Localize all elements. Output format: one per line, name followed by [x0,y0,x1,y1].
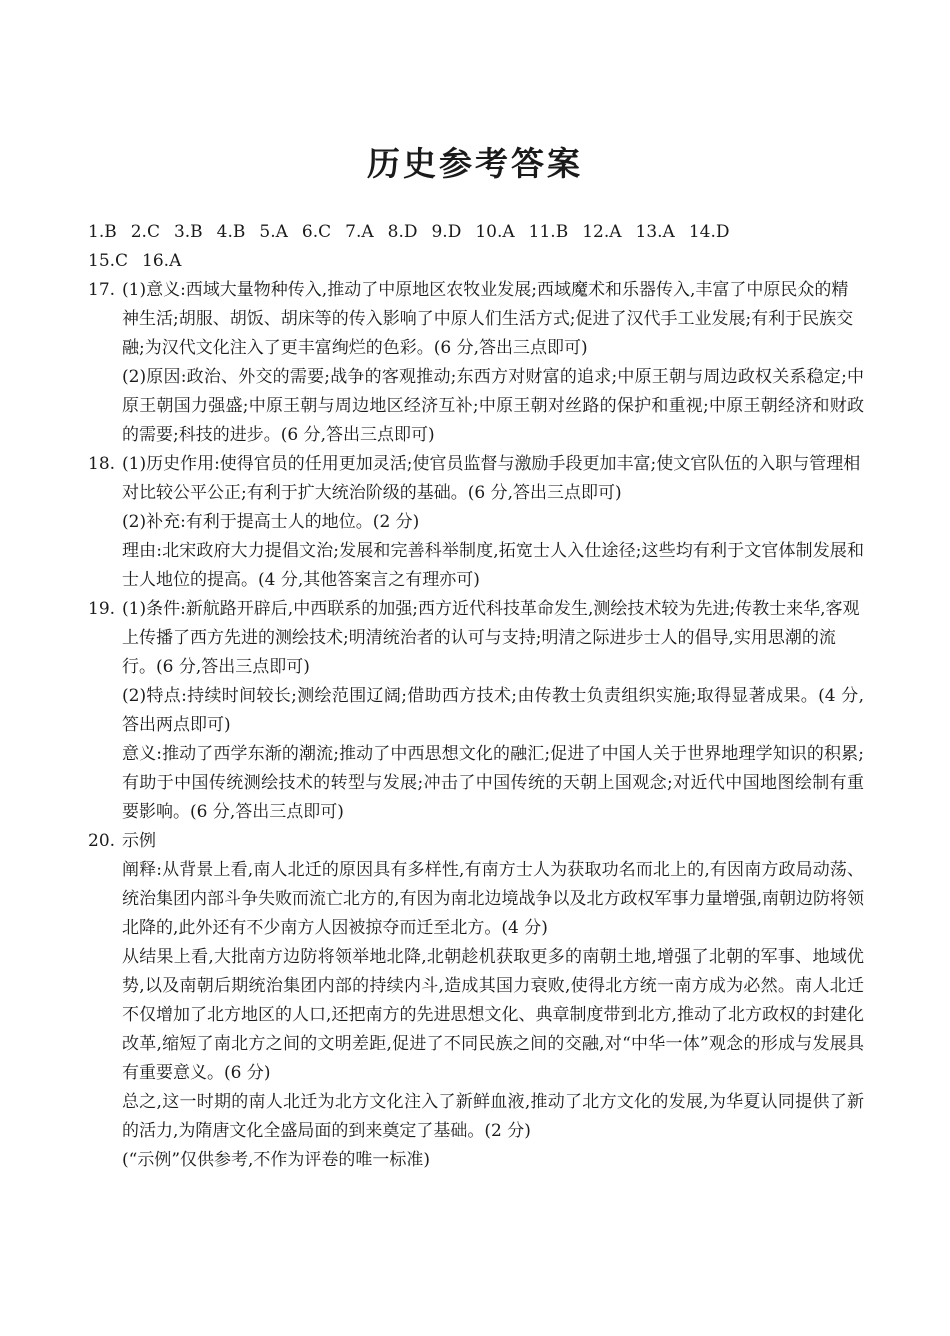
answer-text: (1)历史作用:使得官员的任用更加灵活;使官员监督与激励手段更加丰富;使文官队伍的入职与管理相对比较公平公正;有利于扩大统治阶级的基础。(6 分,答出三点即可) [122,454,861,503]
question-number: 17. [88,280,116,300]
question-20-result: 从结果上看,大批南方边防将领举地北降,北朝趁机获取更多的南朝土地,增强了北朝的军事、地域优势,以及南朝后期统治集团内部的持续内斗,造成其国力衰败,使得北方统一南方成为必然。南人北迁不仅增加了北方地区的人口,还把南方的先进思想文化、典章制度带到北方,推动了北方政权的封建化改革,缩短了南北方之间的文明差距,促进了不同民族之间的交融,对“中华一体”观念的形成与发展具有重要意义。(6 分) [122,947,864,1083]
question-20 [88,827,864,1175]
question-18-part-1 [88,450,864,508]
question-19-part-2: (2)特点:持续时间较长;测绘范围辽阔;借助西方技术;由传教士负责组织实施;取得显著成果。(4 分,答出两点即可) [122,686,864,735]
question-18-part-2: (2)补充:有利于提高士人的地位。(2 分) [122,512,420,532]
question-19-part-1 [88,595,864,682]
mc-answer: 15.C [88,251,129,271]
question-18-reason: 理由:北宋政府大力提倡文治;发展和完善科举制度,拓宽士人入仕途径;这些均有利于文官体制发展和士人地位的提高。(4 分,其他答案言之有理亦可) [122,541,864,590]
mc-answer: 14.D [688,222,730,242]
mc-answers-line-2 [88,247,864,276]
mc-answer: 13.A [635,222,675,242]
mc-answer: 6.C [301,222,332,242]
question-17-part-1 [88,276,864,363]
mc-answer: 5.A [259,222,288,242]
mc-answer: 1.B [88,222,117,242]
question-20-note: (“示例”仅供参考,不作为评卷的唯一标准) [122,1150,431,1170]
question-20-summary: 总之,这一时期的南人北迁为北方文化注入了新鲜血液,推动了北方文化的发展,为华夏认同提供了新的活力,为隋唐文化全盛局面的到来奠定了基础。(2 分) [122,1092,864,1141]
mc-answer: 9.D [431,222,462,242]
mc-answer: 16.A [142,251,182,271]
mc-answer: 7.A [345,222,374,242]
question-17 [88,276,864,450]
question-number: 18. [88,454,116,474]
mc-answer: 3.B [173,222,203,242]
mc-answer: 4.B [216,222,246,242]
mc-answers-line-1 [88,218,864,247]
answer-content [88,218,864,1175]
question-18 [88,450,864,595]
page-title: 历史参考答案 [367,144,583,183]
answer-text: (1)条件:新航路开辟后,中西联系的加强;西方近代科技革命发生,测绘技术较为先进;传教士来华,客观上传播了西方先进的测绘技术;明清统治者的认可与支持;明清之际进步士人的倡导,实用思潮的流行。(6 分,答出三点即可) [122,599,860,677]
answer-text: 示例 [122,831,156,851]
question-20-heading [88,827,864,856]
mc-answer: 11.B [528,222,569,242]
mc-answer: 8.D [387,222,418,242]
question-number: 19. [88,599,116,619]
mc-answer: 12.A [582,222,622,242]
question-17-part-2: (2)原因:政治、外交的需要;战争的客观推动;东西方对财富的追求;中原王朝与周边政权关系稳定;中原王朝国力强盛;中原王朝与周边地区经济互补;中原王朝对丝路的保护和重视;中原王朝经济和财政的需要;科技的进步。(6 分,答出三点即可) [122,367,864,445]
question-number: 20. [88,831,116,851]
answer-text: (1)意义:西域大量物种传入,推动了中原地区农牧业发展;西域魔术和乐器传入,丰富了中原民众的精神生活;胡服、胡饭、胡床等的传入影响了中原人们生活方式;促进了汉代手工业发展;有利于民族交融;为汉代文化注入了更丰富绚烂的色彩。(6 分,答出三点即可) [122,280,854,358]
question-19 [88,595,864,827]
question-20-explanation: 阐释:从背景上看,南人北迁的原因具有多样性,有南方士人为获取功名而北上的,有因南方政局动荡、统治集团内部斗争失败而流亡北方的,有因为南北边境战争以及北方政权军事力量增强,南朝边防将领北降的,此外还有不少南方人因被掠夺而迁至北方。(4 分) [122,860,864,938]
mc-answer: 10.A [475,222,515,242]
mc-answer: 2.C [130,222,160,242]
question-19-significance: 意义:推动了西学东渐的潮流;推动了中西思想文化的融汇;促进了中国人关于世界地理学知识的积累;有助于中国传统测绘技术的转型与发展;冲击了中国传统的天朝上国观念;对近代中国地图绘制有重要影响。(6 分,答出三点即可) [122,744,865,822]
